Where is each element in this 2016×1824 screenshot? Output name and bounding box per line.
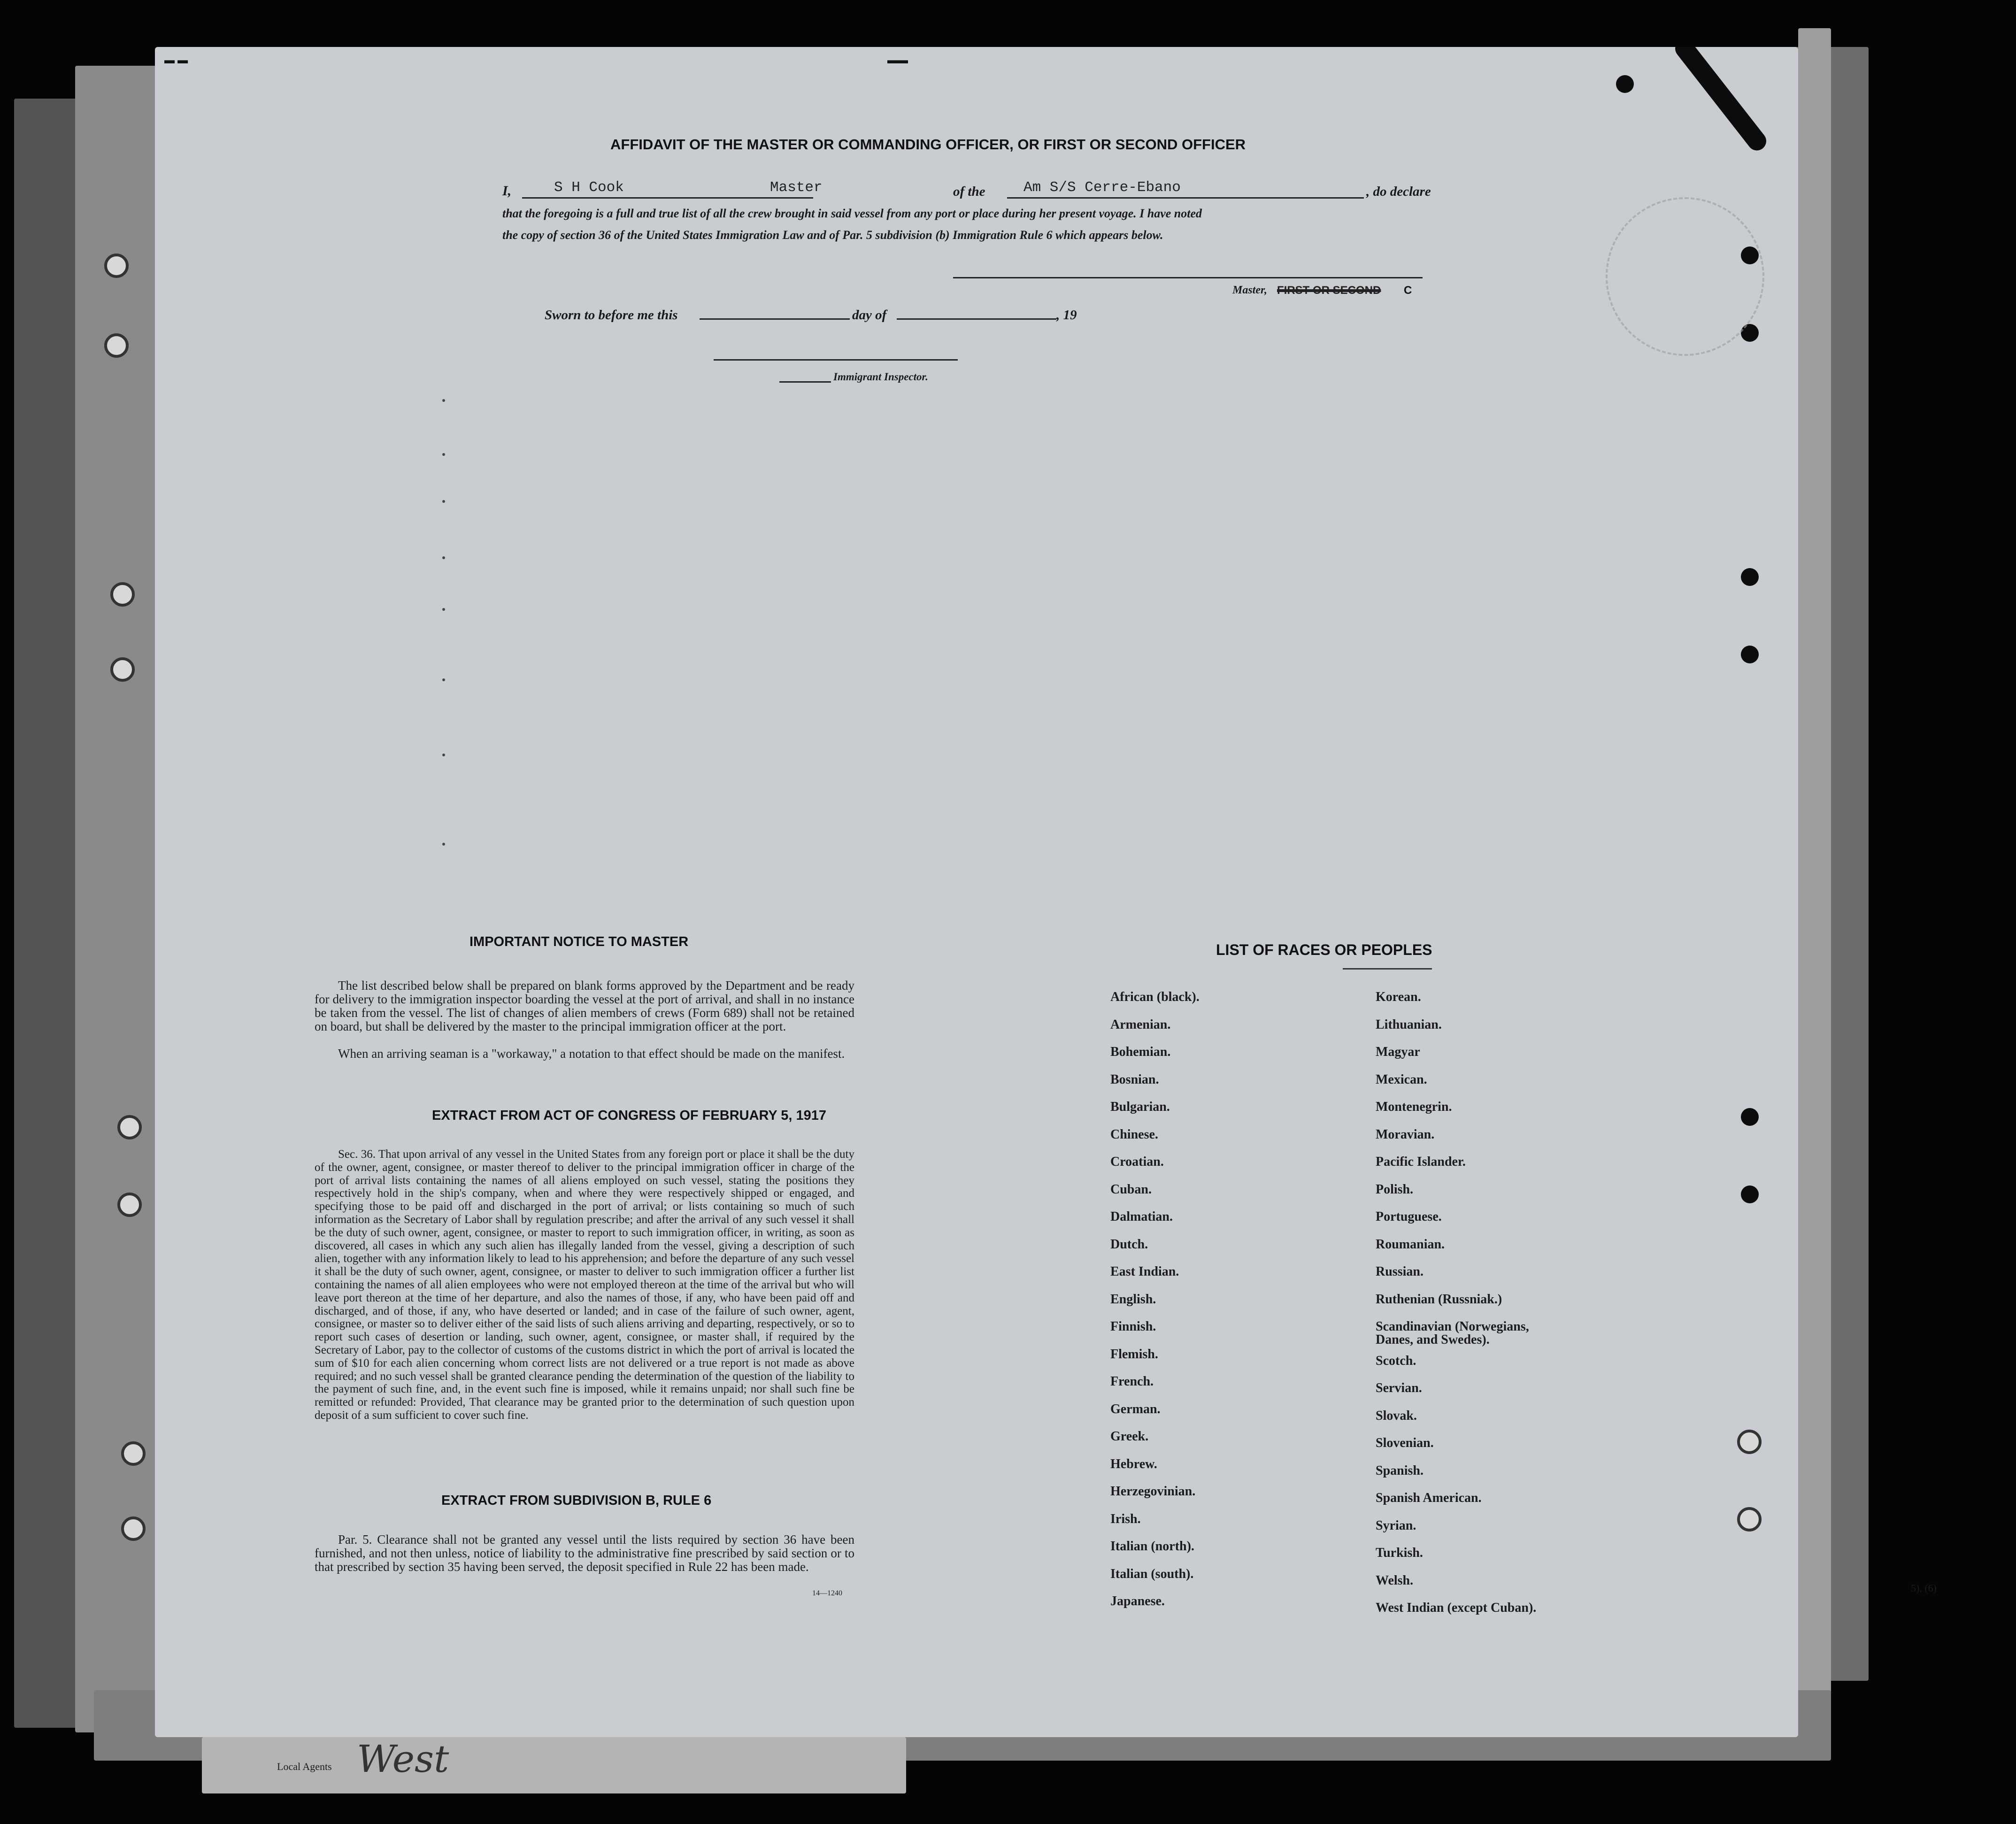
- race-entry: Chinese.: [1110, 1127, 1158, 1142]
- affidavit-line-2: that the foregoing is a full and true list of all the crew brought in said vessel from any port or place during her present voyage. I have noted: [502, 207, 1202, 220]
- race-entry: Bulgarian.: [1110, 1100, 1170, 1114]
- race-entry: Spanish American.: [1376, 1491, 1482, 1505]
- punch-hole: [1741, 646, 1759, 663]
- margin-dot: [442, 399, 445, 402]
- punch-hole: [1741, 568, 1759, 586]
- race-entry: Polish.: [1376, 1182, 1414, 1197]
- race-entry: Korean.: [1376, 990, 1421, 1004]
- notice-paragraph-2: When an arriving seaman is a "workaway," a notation to that effect should be made on the manifest.: [338, 1047, 845, 1061]
- race-entry: Russian.: [1376, 1264, 1424, 1279]
- margin-dot: [442, 843, 445, 846]
- race-entry: Mexican.: [1376, 1072, 1427, 1087]
- race-entry: Lithuanian.: [1376, 1017, 1442, 1032]
- race-entry: Scandinavian (Norwegians, Danes, and Swedes).: [1376, 1319, 1529, 1347]
- race-entry: Roumanian.: [1376, 1237, 1445, 1252]
- crew-manifest-sheet: [155, 47, 1798, 1737]
- punch-hole: [1741, 1185, 1759, 1203]
- binder-hole: [110, 582, 135, 607]
- do-declare-label: , do declare: [1366, 184, 1431, 199]
- margin-dot: [442, 678, 445, 681]
- of-the-label: of the: [953, 184, 985, 199]
- race-entry: Greek.: [1110, 1429, 1149, 1444]
- punch-hole: [1741, 1108, 1759, 1126]
- binder-hole: [104, 333, 129, 358]
- race-entry: Japanese.: [1110, 1594, 1165, 1609]
- race-entry: French.: [1110, 1374, 1154, 1389]
- race-entry: Turkish.: [1376, 1546, 1423, 1560]
- master-rank: Master: [770, 179, 823, 196]
- binder-hole: [117, 1115, 142, 1139]
- races-title: LIST OF RACES OR PEOPLES: [1216, 941, 1432, 958]
- name-line: [522, 197, 813, 199]
- affidavit-line-3: the copy of section 36 of the United States Immigration Law and of Par. 5 subdivision (b) Immigration Rule 6 which appears below.: [502, 228, 1163, 242]
- handwritten-agent-name: West: [357, 1737, 449, 1781]
- margin-dot: [442, 556, 445, 559]
- race-entry: Slovenian.: [1376, 1436, 1434, 1450]
- binder-hole: [110, 657, 135, 682]
- race-entry: Bohemian.: [1110, 1045, 1171, 1059]
- local-agents-label: Local Agents: [277, 1761, 332, 1772]
- extract-congress-text: Sec. 36. That upon arrival of any vessel in the United States from any foreign port or place it shall be the duty of the owner, agent, consignee, or master thereof to deliver to the principal immigration officer in charge of the port of arrival lists containing the names of all aliens employed on such vessel, stating the positions they respectively hold in the ship's company, when and where they were respectively shipped or engaged, and specifying those to be paid off and discharged in the port of arrival; or lists containing so much of such information as the Secretary of Labor shall by regulation prescribe; and after the arrival of any such vessel it shall be the duty of such owner, agent, consignee, or master to report to such immigration officer, in writing, as soon as discovered, all cases in which any such alien has illegally landed from the vessel, giving a description of such alien, together with any information likely to lead to his apprehension; and before the departure of any such vessel it shall be the duty of such owner, agent, consignee, or master to deliver to such immigration officer a further list containing the names of all alien employees who were not employed thereon at the time of the arrival but who will leave port thereon at the time of her departure, and also the names of those, if any, who have been paid off and discharged, and of those, if any, who have deserted or landed; and in case of the failure of such owner, agent, consignee, or master so to deliver either of the said lists of such aliens arriving and departing, respectively, or so to report such cases of desertion or landing, such owner, agent, consignee, or master shall, if required by the Secretary of Labor, pay to the collector of customs of the customs district in which the port of arrival is located the sum of $10 for each alien concerning whom correct lists are not delivered or a true report is not made as above required; and no such vessel shall be granted clearance pending the determination of the question of the liability to the payment of such fine, and, in the event such fine is imposed, while it remains unpaid; nor shall such fine be remitted or refunded: Provided, That clearance may be granted prior to the determination of such question upon deposit of a sum sufficient to cover such fine.: [315, 1148, 854, 1422]
- race-entry: Italian (north).: [1110, 1539, 1194, 1554]
- race-entry: Flemish.: [1110, 1347, 1158, 1362]
- master-name: S H Cook: [554, 179, 624, 196]
- race-entry: Bosnian.: [1110, 1072, 1159, 1087]
- race-entry: Welsh.: [1376, 1573, 1414, 1588]
- race-entry: Italian (south).: [1110, 1566, 1194, 1581]
- header-mark: ▬ ▬: [164, 54, 188, 66]
- inspector-short-line: [779, 381, 831, 383]
- race-entry: African (black).: [1110, 990, 1200, 1004]
- race-entry: Montenegrin.: [1376, 1100, 1452, 1114]
- races-title-rule: [1343, 968, 1432, 970]
- race-entry: Hebrew.: [1110, 1456, 1157, 1471]
- inspector-signature-line: [714, 359, 958, 361]
- race-entry: Finnish.: [1110, 1319, 1156, 1334]
- race-entry: Moravian.: [1376, 1127, 1435, 1142]
- extract-rule-title: EXTRACT FROM SUBDIVISION B, RULE 6: [441, 1493, 712, 1508]
- race-entry: West Indian (except Cuban).: [1376, 1601, 1537, 1615]
- race-entry: Dutch.: [1110, 1237, 1148, 1252]
- extract-rule-text: Par. 5. Clearance shall not be granted any vessel until the lists required by section 36 have been furnished, and not then unless, notice of liability to the administrative fine prescribed by said section or to that prescribed by section 35 having been served, the deposit specified in Rule 22 has been made.: [315, 1532, 854, 1574]
- right-under-sheet: [1798, 28, 1831, 1718]
- master-label: Master,: [1232, 284, 1268, 296]
- binder-hole: [121, 1441, 146, 1466]
- master-suffix: C: [1404, 284, 1412, 297]
- race-entry: Spanish.: [1376, 1463, 1424, 1478]
- margin-dot: [442, 608, 445, 611]
- punch-hole: [1616, 75, 1634, 93]
- race-entry: Servian.: [1376, 1381, 1422, 1395]
- right-edge-fragment: 5), (6): [1911, 1582, 1937, 1594]
- sworn-day-line: [700, 318, 850, 320]
- staple-mark: [1671, 47, 1770, 154]
- day-of-label: day of: [852, 308, 887, 323]
- affidavit-i-label: I,: [502, 183, 512, 199]
- form-number: 14—1240: [812, 1589, 842, 1597]
- race-entry: Armenian.: [1110, 1017, 1171, 1032]
- punch-hole-ring: [1737, 1507, 1762, 1532]
- master-strikethrough: FIRST OR SECOND: [1277, 284, 1381, 297]
- race-entry: East Indian.: [1110, 1264, 1179, 1279]
- notice-title: IMPORTANT NOTICE TO MASTER: [469, 934, 689, 949]
- race-entry: Slovak.: [1376, 1408, 1417, 1423]
- race-entry: Irish.: [1110, 1511, 1141, 1526]
- race-entry: Syrian.: [1376, 1518, 1416, 1533]
- binder-hole: [104, 254, 129, 278]
- race-entry: Magyar: [1376, 1045, 1420, 1059]
- master-signature-line: [953, 277, 1423, 278]
- margin-dot: [442, 754, 445, 756]
- race-entry: Portuguese.: [1376, 1209, 1442, 1224]
- race-entry: Dalmatian.: [1110, 1209, 1173, 1224]
- punch-hole-ring: [1737, 1430, 1762, 1454]
- vessel-line: [1007, 197, 1364, 199]
- notice-paragraph-1: The list described below shall be prepared on blank forms approved by the Department and be ready for delivery to the immigration inspector boarding the vessel at the port of arrival, and shall in no instance be taken from the vessel. The list of changes of alien members of crews (Form 689) shall not be retained on board, but shall be delivered by the master to the principal immigration officer at the port.: [315, 978, 854, 1033]
- binder-hole: [117, 1193, 142, 1217]
- sworn-label: Sworn to before me this: [545, 308, 678, 323]
- year-label: , 19: [1056, 308, 1077, 323]
- race-entry: Pacific Islander.: [1376, 1154, 1466, 1169]
- vessel-name: Am S/S Cerre-Ebano: [1023, 179, 1181, 196]
- margin-dot: [442, 500, 445, 503]
- extract-congress-title: EXTRACT FROM ACT OF CONGRESS OF FEBRUARY 5, 1917: [432, 1108, 827, 1123]
- race-entry: English.: [1110, 1292, 1156, 1307]
- binder-hole: [121, 1516, 146, 1541]
- margin-dot: [442, 453, 445, 456]
- race-entry: German.: [1110, 1401, 1161, 1416]
- race-entry: Croatian.: [1110, 1154, 1164, 1169]
- race-entry: Scotch.: [1376, 1353, 1416, 1368]
- race-entry: Herzegovinian.: [1110, 1484, 1196, 1499]
- race-entry: Cuban.: [1110, 1182, 1152, 1197]
- sworn-month-line: [897, 318, 1056, 320]
- inspector-label: Immigrant Inspector.: [833, 371, 928, 383]
- header-mark: ▬▬: [887, 54, 908, 66]
- affidavit-title: AFFIDAVIT OF THE MASTER OR COMMANDING OFFICER, OR FIRST OR SECOND OFFICER: [610, 136, 1246, 153]
- race-entry: Ruthenian (Russniak.): [1376, 1292, 1502, 1307]
- embossed-seal: [1606, 197, 1764, 356]
